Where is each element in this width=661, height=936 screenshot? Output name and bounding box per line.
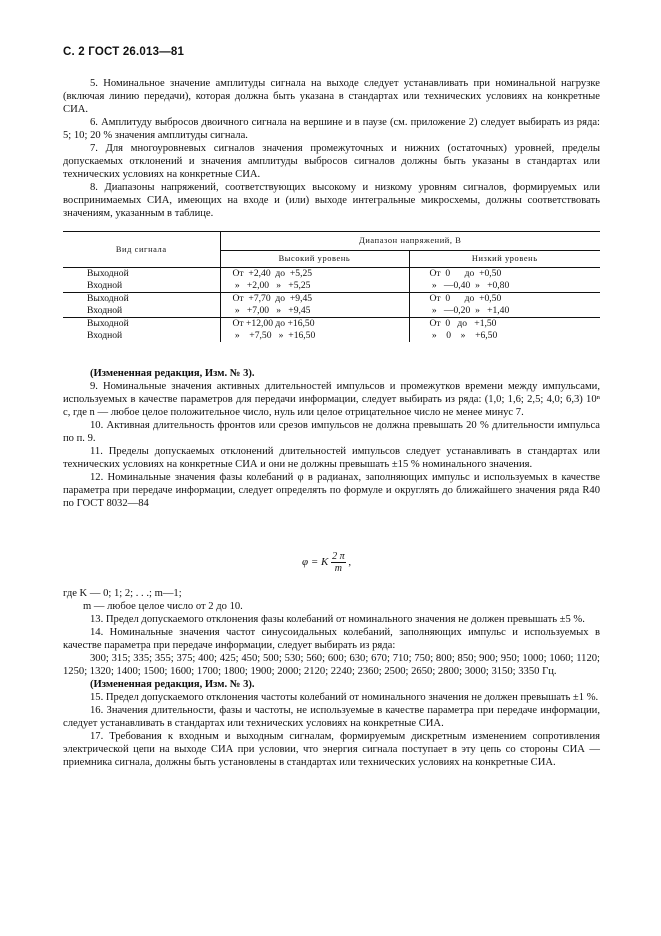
section-bottom	[63, 587, 600, 769]
frequency-series: 300; 315; 335; 355; 375; 400; 425; 450; 500; 530; 560; 600; 630; 670; 710; 750; 800; 850; 900; 950; 1000; 1060; 1120; 1250; 1320; 1400; 1500; 1600; 1700; 1800; 1900; 2000; 2120; 2240; 2360; 2500; 2650; 2800; 3000; 3150; 3350 Гц.	[63, 653, 600, 677]
page-header: С. 2 ГОСТ 26.013—81	[63, 46, 185, 58]
paragraph-17: 17. Требования к входным и выходным сигналам, формируемым дискретным изменением сопротивления электрической цепи на выходе СИА при условии, что энергия сигнала поступает в эту цепь со стороны СИА — приемника сигнала, должны быть установлены в стандартах или технических условиях на конкретные СИА.	[63, 731, 600, 768]
where-line: где K — 0; 1; 2; . . .; m—1;	[63, 588, 182, 599]
col-header-low: Низкий уровень	[409, 251, 600, 268]
signal-label: Выходной	[87, 293, 129, 304]
paragraph-16: 16. Значения длительности, фазы и частоты, не используемые в качестве параметра при передаче информации, следует устанавливать в стандартах или технических условиях на конкретные СИА.	[63, 705, 600, 729]
low-range: От 0 до +0,50	[429, 268, 502, 279]
low-range: » 0 » +6,50	[429, 330, 498, 341]
low-range: » —0,20 » +1,40	[429, 305, 510, 316]
formula-lhs: φ = K	[302, 556, 329, 569]
amendment-note: (Измененная редакция, Изм. № 3).	[90, 368, 255, 379]
signal-label: Выходной	[87, 268, 129, 279]
col-header-range: Диапазон напряжений, В	[220, 232, 600, 251]
paragraph-10: 10. Активная длительность фронтов или срезов импульсов не должна превышать 20 % длительности импульса по п. 9.	[63, 420, 600, 444]
table-row	[63, 293, 600, 318]
formula-fraction	[331, 551, 346, 574]
col-header-high: Высокий уровень	[220, 251, 409, 268]
signal-label: Входной	[87, 280, 123, 291]
low-range: » —0,40 » +0,80	[429, 280, 510, 291]
table-row	[63, 318, 600, 343]
paragraph-5: 5. Номинальное значение амплитуды сигнала на выходе следует устанавливать при номинальной нагрузке (включая линию передачи), которая должна быть указана в стандартах или технических условиях на конкретные СИА.	[63, 78, 600, 115]
low-range: От 0 до +0,50	[429, 293, 502, 304]
low-range: От 0 до +1,50	[429, 318, 497, 329]
high-range: От +2,40 до +5,25	[232, 268, 313, 279]
paragraph-6: 6. Амплитуду выбросов двоичного сигнала на вершине и в паузе (см. приложение 2) следует выбирать из ряда: 5; 10; 20 % значения амплитуды сигнала.	[63, 117, 600, 141]
section-top	[63, 77, 600, 220]
formula-tail: ,	[348, 556, 352, 569]
formula-denominator: m	[334, 563, 342, 574]
paragraph-11: 11. Пределы допускаемых отклонений длительностей импульсов следует устанавливать в стандартах или технических условиях на конкретные СИА и они не должны превышать ±15 % номинального значения.	[63, 446, 600, 470]
paragraph-15: 15. Предел допускаемого отклонения частоты колебаний от номинального значения не должен превышать ±1 %.	[90, 692, 599, 703]
paragraph-14: 14. Номинальные значения частот синусоидальных колебаний, заполняющих импульс и используемых в качестве параметра при передаче информации, следует выбирать из ряда:	[63, 627, 600, 651]
m-definition: m — любое целое число от 2 до 10.	[83, 601, 243, 612]
section-mid	[63, 367, 600, 510]
voltage-table	[63, 231, 600, 342]
signal-label: Входной	[87, 305, 123, 316]
high-range: » +2,00 » +5,25	[232, 280, 311, 291]
signal-label: Входной	[87, 330, 123, 341]
paragraph-7: 7. Для многоуровневых сигналов значения промежуточных и нижних (остаточных) уровней, пределы допускаемых отклонений и значения амплитуды выбросов сигналов должны быть указаны в стандартах или технических условиях на конкретные СИА.	[63, 143, 600, 180]
phase-formula	[302, 551, 351, 574]
table-row	[63, 268, 600, 293]
formula-numerator: 2 π	[332, 551, 345, 562]
high-range: От +7,70 до +9,45	[232, 293, 313, 304]
signal-label: Выходной	[87, 318, 129, 329]
high-range: От +12,00 до +16,50	[232, 318, 315, 329]
high-range: » +7,50 » +16,50	[232, 330, 316, 341]
amendment-note: (Измененная редакция, Изм. № 3).	[90, 679, 255, 690]
paragraph-8: 8. Диапазоны напряжений, соответствующих высокому и низкому уровням сигналов, формируемых или воспринимаемых СИА, имеющих на входе и (или) выходе интегральные микросхемы, должны соответствовать значениям, указанным в таблице.	[63, 182, 600, 219]
col-header-signal: Вид сигнала	[63, 232, 220, 268]
paragraph-9: 9. Номинальные значения активных длительностей импульсов и промежутков времени между импульсами, используемых в качестве параметров для передачи информации, следует выбирать из ряда: (1,0; 1,6; 2,5; 4,0; 6,3) 10ⁿ с, где n — любое целое положительное число, нуль или целое отрицательное число не менее минус 7.	[63, 381, 600, 418]
paragraph-12: 12. Номинальные значения фазы колебаний φ в радианах, заполняющих импульс и используемых в качестве параметра при передаче информации, следует определять по формуле и округлять до ближайшего значения ряда R40 по ГОСТ 8032—84	[63, 472, 600, 509]
paragraph-13: 13. Предел допускаемого отклонения фазы колебаний от номинального значения не должен превышать ±5 %.	[90, 614, 585, 625]
high-range: » +7,00 » +9,45	[232, 305, 311, 316]
